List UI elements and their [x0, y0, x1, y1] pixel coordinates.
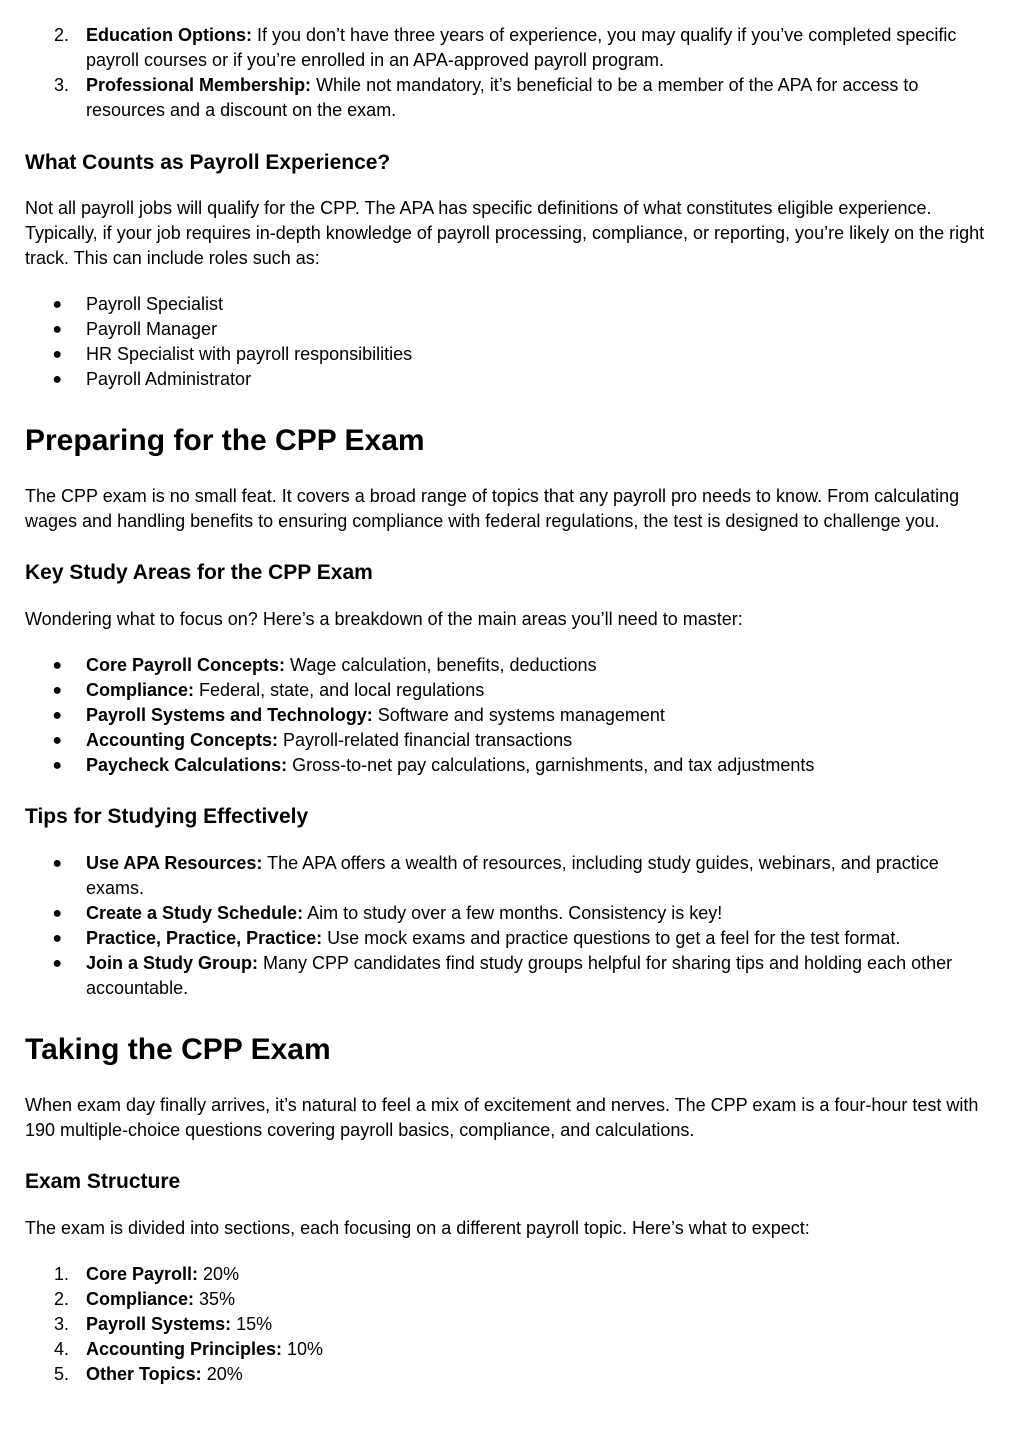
list-item-label: Practice, Practice, Practice: — [86, 928, 323, 948]
list-item — [25, 1337, 1000, 1362]
list-item — [25, 1287, 1000, 1312]
heading-exam-structure: Exam Structure — [25, 1170, 181, 1193]
list-item-text: Use mock exams and practice questions to get a feel for the test format. — [322, 928, 901, 948]
paragraph-taking: When exam day finally arrives, it’s natural to feel a mix of excitement and nerves. The CPP exam is a four-hour test with 190 multiple-choice questions covering payroll basics, compliance, and calculations. — [25, 1095, 979, 1140]
list-number: 1. — [53, 1264, 69, 1284]
heading-study-areas: Key Study Areas for the CPP Exam — [25, 561, 373, 584]
list-item-label: Create a Study Schedule: — [86, 903, 304, 923]
list-item — [25, 292, 1000, 317]
list-number: 2. — [53, 25, 69, 45]
bullet: ● — [52, 321, 62, 338]
list-item-label: Payroll Systems: — [86, 1314, 232, 1334]
paragraph-study-areas: Wondering what to focus on? Here’s a breakdown of the main areas you’ll need to master: — [25, 609, 743, 629]
list-item-text: The APA offers a wealth of resources, including study guides, webinars, and practice exams. — [86, 853, 939, 898]
list-item-text: Federal, state, and local regulations — [194, 680, 485, 700]
list-item — [25, 728, 1000, 753]
bullet: ● — [52, 371, 62, 388]
list-item-text: 10% — [282, 1339, 324, 1359]
list-item — [25, 703, 1000, 728]
study-areas-list — [25, 653, 1000, 778]
roles-list — [25, 292, 1000, 392]
list-item — [25, 678, 1000, 703]
list-item-text: 20% — [198, 1264, 240, 1284]
list-item-label: Compliance: — [86, 1289, 195, 1309]
list-item — [25, 1362, 1000, 1387]
list-item-text: HR Specialist with payroll responsibilities — [86, 344, 413, 364]
list-item-text: Payroll Administrator — [86, 369, 252, 389]
list-item-text: 35% — [194, 1289, 236, 1309]
list-item-text: Many CPP candidates find study groups helpful for sharing tips and holding each other accountable. — [86, 953, 953, 998]
bullet: ● — [52, 657, 62, 674]
bullet: ● — [52, 905, 62, 922]
paragraph-exam-structure: The exam is divided into sections, each focusing on a different payroll topic. Here’s what to expect: — [25, 1218, 810, 1238]
list-item-text: Gross-to-net pay calculations, garnishments, and tax adjustments — [287, 755, 815, 775]
list-item-text: If you don’t have three years of experience, you may qualify if you’ve completed specific payroll courses or if you’re enrolled in an APA-approved payroll program. — [86, 25, 957, 70]
document-body — [25, 23, 1000, 1387]
list-number: 4. — [53, 1339, 69, 1359]
list-item-text: 20% — [201, 1364, 243, 1384]
list-item-label: Other Topics: — [86, 1364, 202, 1384]
list-item — [25, 901, 1000, 926]
bullet: ● — [52, 346, 62, 363]
heading-taking: Taking the CPP Exam — [25, 1033, 331, 1066]
bullet: ● — [52, 757, 62, 774]
list-item — [25, 1262, 1000, 1287]
list-item-text: 15% — [231, 1314, 273, 1334]
list-item-text: While not mandatory, it’s beneficial to be a member of the APA for access to resources and a discount on the exam. — [86, 75, 919, 120]
list-item — [25, 753, 1000, 778]
list-item-label: Payroll Systems and Technology: — [86, 705, 373, 725]
list-item — [25, 653, 1000, 678]
list-item-label: Core Payroll Concepts: — [86, 655, 286, 675]
heading-preparing: Preparing for the CPP Exam — [25, 424, 425, 457]
list-item — [25, 367, 1000, 392]
bullet: ● — [52, 682, 62, 699]
list-item-label: Use APA Resources: — [86, 853, 263, 873]
list-item-label: Paycheck Calculations: — [86, 755, 288, 775]
list-item-text: Payroll Specialist — [86, 294, 224, 314]
list-item-text: Software and systems management — [372, 705, 665, 725]
list-number: 3. — [53, 1314, 69, 1334]
list-item-label: Accounting Concepts: — [86, 730, 278, 750]
list-number: 5. — [53, 1364, 69, 1384]
heading-tips: Tips for Studying Effectively — [25, 805, 309, 828]
paragraph-payroll-experience: Not all payroll jobs will qualify for the CPP. The APA has specific definitions of what constitutes eligible experience. Typically, if your job requires in-depth knowledge of payroll processing, compliance, or reporting, you’re likely on the right track. This can include roles such as: — [25, 198, 985, 268]
list-item-label: Compliance: — [86, 680, 195, 700]
bullet: ● — [52, 930, 62, 947]
eligibility-list — [25, 23, 1000, 123]
list-item — [25, 317, 1000, 342]
list-item-text: Payroll Manager — [86, 319, 218, 339]
list-item-text: Aim to study over a few months. Consistency is key! — [303, 903, 723, 923]
exam-structure-list — [25, 1262, 1000, 1387]
list-item-label: Education Options: — [86, 25, 252, 45]
bullet: ● — [52, 955, 62, 972]
list-item-label: Core Payroll: — [86, 1264, 199, 1284]
list-item — [25, 926, 1000, 951]
heading-payroll-experience: What Counts as Payroll Experience? — [25, 151, 391, 174]
list-number: 2. — [53, 1289, 69, 1309]
list-item — [25, 73, 1000, 123]
list-item-label: Accounting Principles: — [86, 1339, 283, 1359]
list-number: 3. — [53, 75, 69, 95]
bullet: ● — [52, 707, 62, 724]
list-item-text: Payroll-related financial transactions — [278, 730, 573, 750]
list-item — [25, 342, 1000, 367]
list-item-text: Wage calculation, benefits, deductions — [285, 655, 597, 675]
list-item — [25, 23, 1000, 73]
list-item — [25, 851, 1000, 901]
bullet: ● — [52, 296, 62, 313]
bullet: ● — [52, 732, 62, 749]
paragraph-preparing: The CPP exam is no small feat. It covers a broad range of topics that any payroll pro needs to know. From calculating wages and handling benefits to ensuring compliance with federal regulations, the test is designed to challenge you. — [25, 486, 960, 531]
tips-list — [25, 851, 1000, 1001]
list-item — [25, 1312, 1000, 1337]
list-item-label: Professional Membership: — [86, 75, 312, 95]
list-item — [25, 951, 1000, 1001]
bullet: ● — [52, 855, 62, 872]
list-item-label: Join a Study Group: — [86, 953, 259, 973]
